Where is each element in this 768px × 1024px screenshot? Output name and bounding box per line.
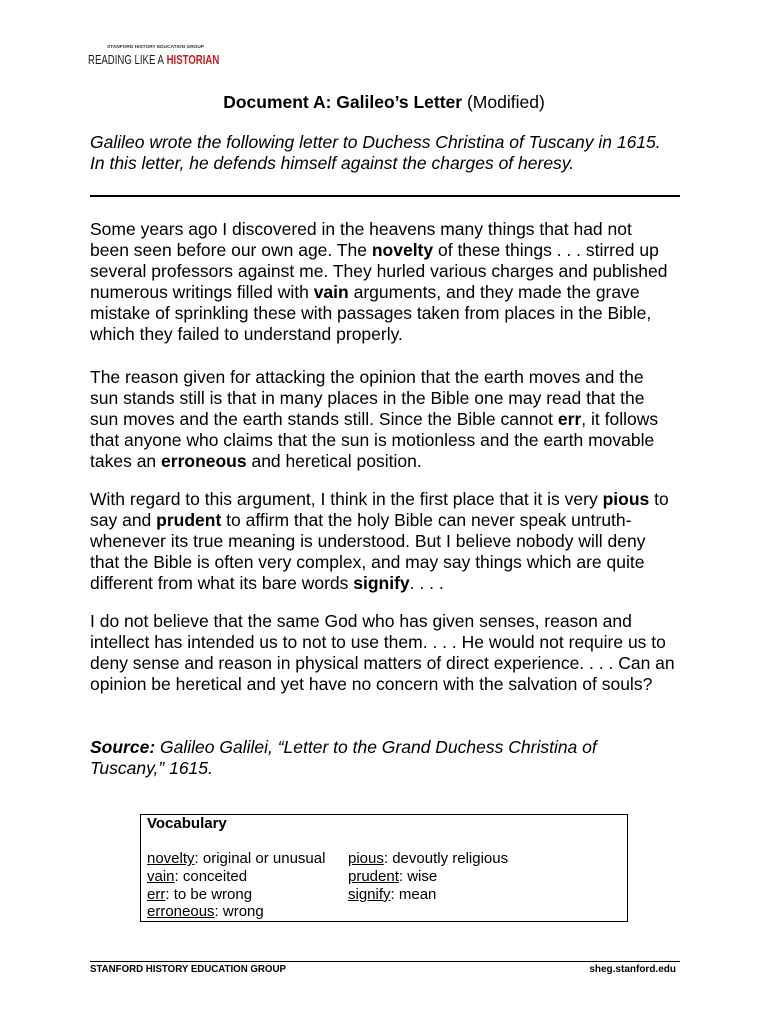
- text-line: [90, 303, 668, 324]
- text-line: [90, 737, 597, 758]
- text-line: [90, 409, 658, 430]
- text-line: [90, 674, 675, 695]
- text-run: Galileo Galilei, “Letter to the Grand Duchess Christina of: [155, 737, 597, 757]
- text-run: that anyone who claims that the sun is motionless and the earth movable: [90, 430, 655, 450]
- text-run: mistake of sprinkling these with passages taken from places in the Bible,: [90, 303, 652, 323]
- bold-term: novelty: [371, 240, 434, 260]
- text-run: takes an: [90, 451, 162, 471]
- text-line: [90, 219, 668, 240]
- vocabulary-separator: :: [398, 868, 408, 886]
- vocabulary-definition: to be wrong: [173, 885, 253, 903]
- text-line: [90, 489, 669, 510]
- text-run: arguments, and they made the grave: [348, 282, 640, 302]
- vocabulary-separator: :: [194, 850, 203, 868]
- intro-text: [90, 132, 661, 174]
- bold-term: signify: [353, 573, 410, 593]
- document-title-note: (Modified): [466, 92, 545, 112]
- text-run: different from what its bare words: [90, 573, 354, 593]
- text-run: numerous writings filled with: [90, 282, 314, 302]
- text-line: [90, 324, 668, 345]
- text-run: and heretical position.: [246, 451, 422, 471]
- text-run: sun moves and the earth stands still. Since the Bible cannot: [90, 409, 558, 429]
- bold-term: Source:: [90, 737, 156, 757]
- vocabulary-entry: [147, 886, 348, 904]
- vocabulary-definition: wise: [407, 868, 438, 886]
- vocabulary-term: signify: [348, 885, 391, 903]
- letter-paragraph-3: [90, 489, 669, 594]
- text-line: [90, 153, 661, 174]
- source-citation: [90, 737, 597, 779]
- vocabulary-entry: [147, 903, 348, 921]
- text-run: whenever its true meaning is understood. But I believe nobody will deny: [90, 531, 646, 551]
- text-line: [90, 282, 668, 303]
- text-line: [90, 388, 658, 409]
- text-run: . . . .: [409, 573, 444, 593]
- text-line: [90, 430, 658, 451]
- vocabulary-term: prudent: [348, 868, 399, 886]
- vocabulary-entry: [348, 886, 508, 904]
- text-line: [90, 132, 661, 153]
- letter-paragraph-4: [90, 611, 675, 695]
- logo-wordmark: [88, 53, 219, 67]
- text-line: [90, 573, 669, 594]
- text-run: With regard to this argument, I think in the first place that it is very: [90, 489, 603, 509]
- text-line: [90, 261, 668, 282]
- text-line: [90, 510, 669, 531]
- footer-url: sheg.stanford.edu: [589, 964, 676, 975]
- text-run: The reason given for attacking the opinion that the earth moves and the: [90, 367, 644, 387]
- text-line: [90, 531, 669, 552]
- document-title: [0, 92, 768, 113]
- text-run: that the Bible is often very complex, and may say things which are quite: [90, 552, 645, 572]
- logo-name: HISTORIAN: [166, 52, 220, 67]
- text-run: sun stands still is that in many places in the Bible one may read that the: [90, 388, 645, 408]
- vocabulary-column-right: [348, 850, 508, 921]
- vocabulary-definition: conceited: [182, 868, 248, 886]
- vocabulary-separator: :: [165, 885, 174, 903]
- text-run: I do not believe that the same God who has given senses, reason and: [90, 611, 632, 631]
- text-run: say and: [90, 510, 157, 530]
- vocabulary-separator: :: [174, 868, 183, 886]
- bold-term: erroneous: [161, 451, 247, 471]
- text-line: [90, 653, 675, 674]
- vocabulary-term: novelty: [147, 850, 195, 868]
- vocabulary-term: erroneous: [147, 903, 215, 921]
- vocabulary-definition: mean: [398, 885, 437, 903]
- text-run: opinion be heretical and yet have no concern with the salvation of souls?: [90, 674, 653, 694]
- document-title-text: Document A: Galileo’s Letter: [223, 92, 463, 112]
- text-line: [90, 451, 658, 472]
- footer-divider: [90, 961, 680, 962]
- text-run: Some years ago I discovered in the heavens many things that had not: [90, 219, 632, 239]
- vocabulary-definition: wrong: [222, 903, 264, 921]
- text-run: which they failed to understand properly.: [90, 324, 403, 344]
- text-run: Tuscany,” 1615.: [90, 758, 213, 778]
- text-run: deny sense and reason in physical matters of direct experience. . . . Can an: [90, 653, 675, 673]
- letter-paragraph-1: [90, 219, 668, 345]
- letter-paragraph-2: [90, 367, 658, 472]
- text-run: to affirm that the holy Bible can never speak untruth-: [221, 510, 632, 530]
- text-run: of these things . . . stirred up: [433, 240, 659, 260]
- title-divider: [90, 195, 680, 197]
- vocabulary-definition: devoutly religious: [392, 850, 509, 868]
- bold-term: pious: [602, 489, 650, 509]
- text-run: In this letter, he defends himself against the charges of heresy.: [90, 153, 575, 173]
- vocabulary-term: err: [147, 885, 166, 903]
- vocabulary-separator: :: [214, 903, 223, 921]
- text-run: several professors against me. They hurled various charges and published: [90, 261, 668, 281]
- logo-tagline: STANFORD HISTORY EDUCATION GROUP: [107, 44, 205, 50]
- vocabulary-entry: [348, 850, 508, 868]
- text-run: , it follows: [581, 409, 659, 429]
- vocabulary-term: pious: [348, 850, 384, 868]
- vocabulary-heading: Vocabulary: [147, 815, 227, 832]
- vocabulary-column-left: [147, 850, 348, 921]
- text-run: intellect has intended us to not to use them. . . . He would not require us to: [90, 632, 666, 652]
- vocabulary-separator: :: [390, 885, 399, 903]
- bold-term: err: [557, 409, 582, 429]
- footer-organization: STANFORD HISTORY EDUCATION GROUP: [90, 964, 286, 975]
- vocabulary-definition: original or unusual: [202, 850, 326, 868]
- text-line: [90, 758, 597, 779]
- text-line: [90, 611, 675, 632]
- text-line: [90, 552, 669, 573]
- vocabulary-entry: [147, 850, 348, 868]
- text-line: [90, 632, 675, 653]
- text-run: to: [649, 489, 669, 509]
- vocabulary-entry: [147, 868, 348, 886]
- text-line: [90, 367, 658, 388]
- vocabulary-list: [147, 850, 627, 921]
- vocabulary-box: [140, 814, 628, 922]
- text-run: been seen before our own age. The: [90, 240, 372, 260]
- text-line: [90, 240, 668, 261]
- text-run: Galileo wrote the following letter to Duchess Christina of Tuscany in 1615.: [90, 132, 661, 152]
- vocabulary-separator: :: [383, 850, 393, 868]
- logo-prefix: READING LIKE A: [88, 52, 164, 67]
- bold-term: vain: [313, 282, 349, 302]
- bold-term: prudent: [156, 510, 222, 530]
- vocabulary-entry: [348, 868, 508, 886]
- vocabulary-term: vain: [147, 868, 175, 886]
